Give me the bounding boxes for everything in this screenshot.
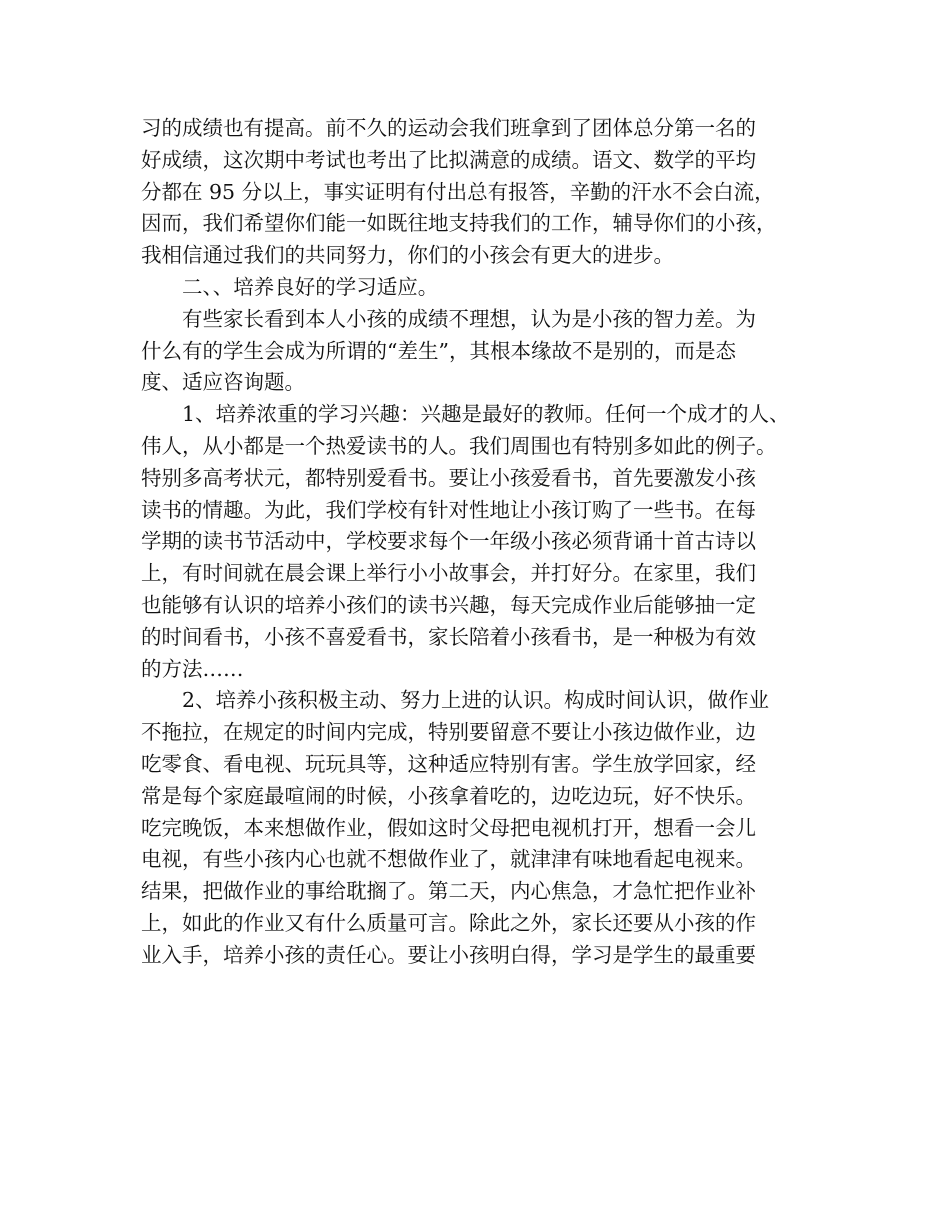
text-line: 上，有时间就在晨会课上举行小小故事会，并打好分。在家里，我们 (141, 561, 756, 586)
text-line: 度、适应咨询题。 (141, 370, 305, 395)
text-line: 好成绩，这次期中考试也考出了比拟满意的成绩。语文、数学的平均 (141, 147, 756, 172)
text-line: 什么有的学生会成为所谓的“差生”，其根本缘故不是别的，而是态 (141, 338, 736, 363)
text-line: 的方法…… (141, 656, 244, 681)
text-line: 我相信通过我们的共同努力，你们的小孩会有更大的进步。 (141, 243, 674, 268)
text-line: 有些家长看到本人小孩的成绩不理想，认为是小孩的智力差。为 (182, 306, 756, 331)
text-line: 结果，把做作业的事给耽搁了。第二天，内心焦急，才急忙把作业补 (141, 879, 756, 904)
text-line: 常是每个家庭最喧闹的时候，小孩拿着吃的，边吃边玩，好不快乐。 (141, 783, 756, 808)
text-line: 读书的情趣。为此，我们学校有针对性地让小孩订购了一些书。在每 (141, 497, 756, 522)
document-page (141, 113, 813, 972)
text-line: 因而，我们希望你们能一如既往地支持我们的工作，辅导你们的小孩， (141, 211, 777, 236)
text-line: 不拖拉，在规定的时间内完成，特别要留意不要让小孩边做作业，边 (141, 720, 756, 745)
text-line: 1、培养浓重的学习兴趣：兴趣是最好的教师。任何一个成才的人、 (182, 402, 790, 427)
section-heading: 二、、培养良好的学习适应。 (182, 274, 439, 299)
text-line: 习的成绩也有提高。前不久的运动会我们班拿到了团体总分第一名的 (141, 116, 756, 140)
text-line: 吃完晚饭，本来想做作业，假如这时父母把电视机打开，想看一会儿 (141, 815, 756, 840)
text-line: 学期的读书节活动中，学校要求每个一年级小孩必须背诵十首古诗以 (141, 529, 756, 554)
text-line: 伟人，从小都是一个热爱读书的人。我们周围也有特别多如此的例子。 (141, 433, 777, 458)
text-line: 分都在 95 分以上，事实证明有付出总有报答，辛勤的汗水不会白流， (141, 179, 775, 204)
text-line: 吃零食、看电视、玩玩具等，这种适应特别有害。学生放学回家，经 (141, 751, 756, 776)
text-line: 也能够有认识的培养小孩们的读书兴趣，每天完成作业后能够抽一定 (141, 592, 756, 617)
text-line: 的时间看书，小孩不喜爱看书，家长陪着小孩看书，是一种极为有效 (141, 624, 756, 649)
text-line: 2、培养小孩积极主动、努力上进的认识。构成时间认识，做作业 (182, 688, 770, 713)
text-line: 业入手，培养小孩的责任心。要让小孩明白得，学习是学生的最重要 (141, 942, 756, 967)
text-line: 电视，有些小孩内心也就不想做作业了，就津津有味地看起电视来。 (141, 847, 756, 872)
text-line: 特别多高考状元，都特别爱看书。要让小孩爱看书，首先要激发小孩 (141, 465, 756, 490)
text-line: 上，如此的作业又有什么质量可言。除此之外，家长还要从小孩的作 (141, 910, 756, 935)
